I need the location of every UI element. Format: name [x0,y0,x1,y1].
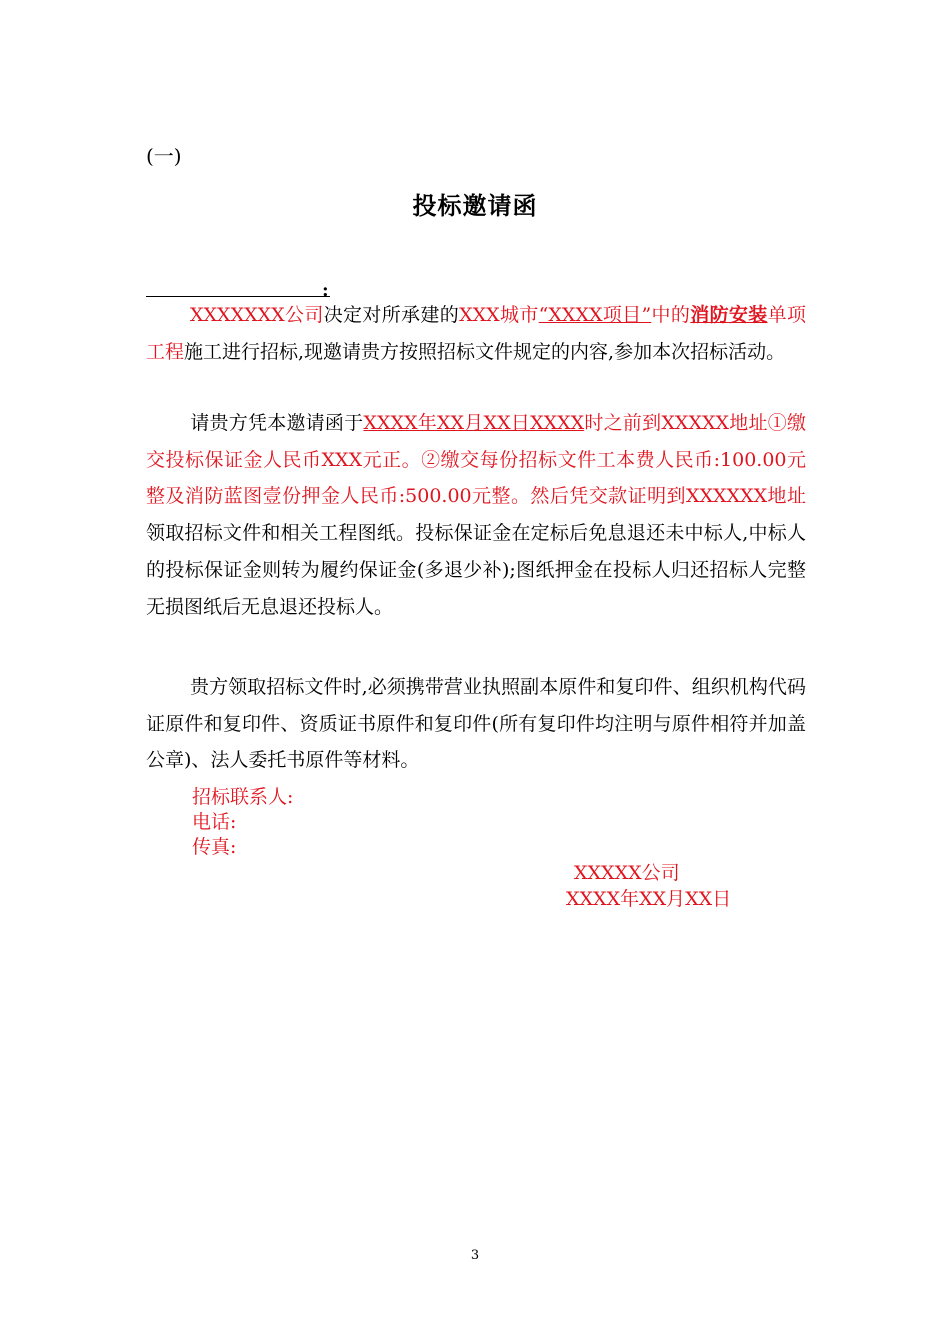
contact-person-label: 招标联系人: [192,786,294,808]
city-name: XXX城市 [459,304,539,326]
signature-date: XXXX年XX月XX日 [566,888,732,910]
project-name: “XXXX项目” [538,304,652,326]
paragraph-documents [146,669,806,779]
paragraph-deposit [146,405,806,625]
contact-fax-label: 传真: [192,836,237,858]
page-number: 3 [470,1248,480,1263]
paragraph-text-red: 中的 [651,304,691,326]
scope-engineering: 单项工程 [146,304,806,363]
paragraph-text: 决定对所承建的 [323,304,460,326]
paragraph-text: 领取招标文件和相关工程图纸。投标保证金在定标后免息退还未中标人,中标人的投标保证金则转为履约保证金(多退少补);图纸押金在投标人归还招标人完整无损图纸后无息退还投标人。 [146,522,806,618]
paragraph-text: 施工进行招标,现邀请贵方按照招标文件规定的内容,参加本次招标活动。 [184,340,786,363]
scope-fire: 消防 [690,304,729,326]
company-name: XXXXXXX公司 [190,304,324,326]
signature-company: XXXXX公司 [574,862,680,884]
section-mark: (一) [146,144,182,168]
contact-block [192,785,293,860]
addressee-blank-line [146,276,330,297]
paragraph-invitation [146,297,806,370]
addressee-colon: : [322,280,329,301]
scope-install: 安装 [728,304,768,326]
document-title: 投标邀请函 [412,191,538,220]
contact-phone-label: 电话: [192,811,237,833]
deposit-instructions: 时之前到XXXXX地址①缴交投标保证金人民币XXX元正。②缴交每份招标文件工本费人民币:100.00元整及消防蓝图壹份押金人民币:500.00元整。然后凭交款证明到XXXXXX地址 [146,412,806,508]
paragraph-text: 请贵方凭本邀请函于 [190,412,364,434]
paragraph-text: 贵方领取招标文件时,必须携带营业执照副本原件和复印件、组织机构代码证原件和复印件、资质证书原件和复印件(所有复印件均注明与原件相符并加盖公章)、法人委托书原件等材料。 [146,676,806,772]
deadline-date: XXXX年XX月XX日XXXX [363,412,585,434]
